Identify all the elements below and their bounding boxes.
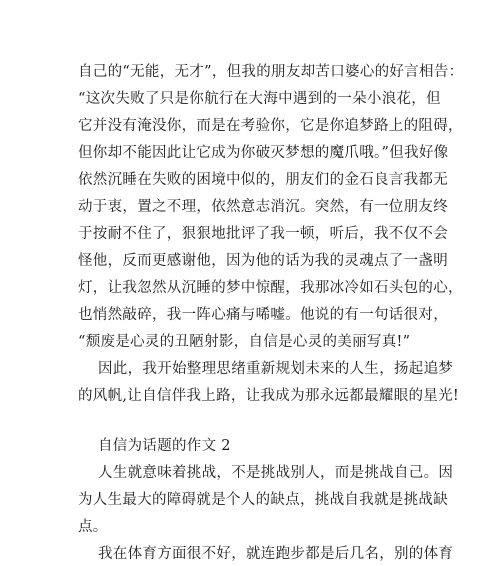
paragraph-line: 但你却不能因此让它成为你破灭梦想的魔爪哦。”但我好像 (78, 145, 449, 161)
paragraph-line: 我在体育方面很不好，就连跑步都是后几名，别的体育 (98, 546, 454, 562)
section-heading: 自信为话题的作文 2 (98, 438, 231, 454)
paragraph-line: 怪他，反而更感谢他，因为他的话为我的灵魂点了一盏明 (78, 253, 448, 269)
paragraph-line: 依然沉睡在失败的困境中似的，朋友们的金石良言我都无 (78, 172, 448, 188)
quote-line: “颓废是心灵的丑陋射影，自信是心灵的美丽写真!” (78, 334, 411, 350)
paragraph-line: 于按耐不住了，狠狠地批评了我一顿，听后，我不仅不会 (78, 226, 448, 242)
paragraph-line: 为人生最大的障碍就是个人的缺点，挑战自我就是挑战缺 (78, 492, 448, 508)
paragraph-line: 它并没有淹没你，而是在考验你，它是你追梦路上的阻碍， (78, 118, 463, 134)
paragraph-line: 也悄然敲碎，我一阵心痛与唏嘘。他说的有一句话很对， (78, 307, 448, 323)
paragraph-line: 点。 (78, 519, 108, 535)
paragraph-line: 自己的“无能，无才”，但我的朋友却苦口婆心的好言相告： (78, 64, 464, 80)
paragraph-line: 动于衷，置之不理，依然意志消沉。突然，有一位朋友终 (78, 199, 448, 215)
paragraph-line: 的风帆,让自信伴我上路，让我成为那永远都最耀眼的星光! (78, 388, 460, 404)
paragraph-line: 灯，让我忽然从沉睡的梦中惊醒，我那冰冷如石头包的心， (78, 280, 463, 296)
paragraph-line: “这次失败了只是你航行在大海中遇到的一朵小浪花，但 (78, 91, 441, 107)
paragraph-line: 人生就意味着挑战，不是挑战别人，而是挑战自己。因 (98, 465, 454, 481)
paragraph-line: 因此，我开始整理思绪重新规划未来的人生，扬起追梦 (98, 361, 454, 377)
